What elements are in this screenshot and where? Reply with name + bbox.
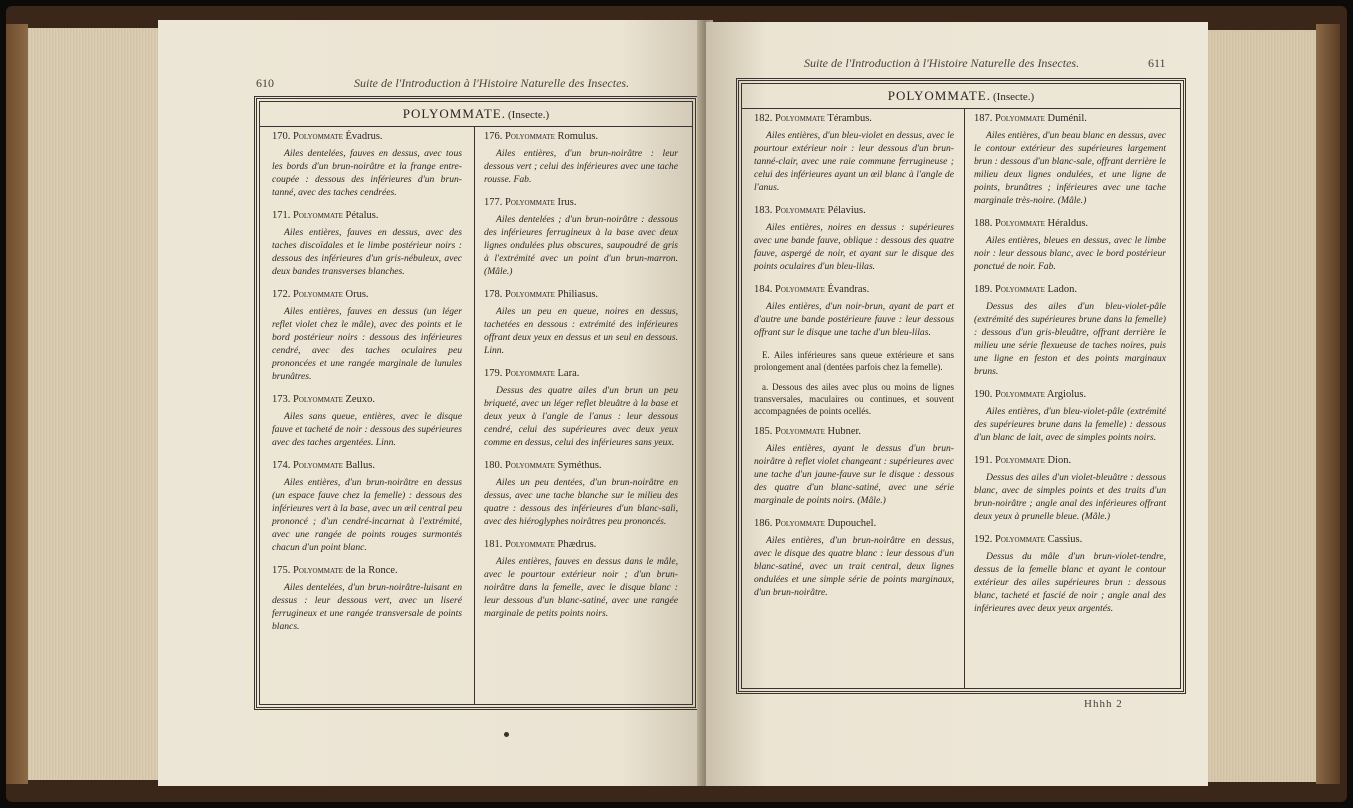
entry-181: 181. Polyommate Phædrus. Ailes entières, fauves en dessus dans le mâle, avec le pourtour extérieur noir ; d'un brun-noirâtre dans la femelle, avec le disque blanc : leur dessous d'un blanc-satiné, avec une rangée marginale de petits points noirs. xyxy=(484,539,678,619)
right-frame-title: POLYOMMATE. (Insecte.) xyxy=(887,88,1035,103)
page-block-right xyxy=(1208,30,1316,782)
right-column-2 xyxy=(974,112,1166,625)
entry-190: 190. Polyommate Argiolus. Ailes entières, d'un bleu-violet-pâle (extrémité des supérieures brune dans la femelle) : dessous d'un blanc de lait, avec de simples points noirs. xyxy=(974,389,1166,443)
left-column-2 xyxy=(484,130,678,630)
entry-172: 172. Polyommate Orus. Ailes entières, fauves en dessus (un léger reflet violet chez le mâle), avec des points et le bord postérieur noirs : dessous des inférieures cendré, avec des taches oculaires peu prononcées et une rangée marginale de lunules brunâtres. xyxy=(272,289,462,382)
right-frame xyxy=(736,78,1186,694)
entry-176: 176. Polyommate Romulus. Ailes entières, d'un brun-noirâtre : leur dessous vert ; celui des inférieures avec une tache rousse. Fab. xyxy=(484,131,678,185)
entry-188: 188. Polyommate Héraldus. Ailes entières, bleues en dessus, avec le limbe noir : leur dessous blanc, avec le bord postérieur ponctué de noir. Fab. xyxy=(974,218,1166,272)
right-page xyxy=(706,22,1208,786)
entry-178: 178. Polyommate Philiasus. Ailes un peu en queue, noires en dessus, tachetées en dessous : extrémité des inférieures offrant deux yeux en dessus et un seul en dessous. Linn. xyxy=(484,289,678,356)
entry-173: 173. Polyommate Zeuxo. Ailes sans queue, entières, avec le disque fauve et tacheté de noir : dessous des supérieures avec des taches argentées. Linn. xyxy=(272,394,462,448)
entry-177: 177. Polyommate Irus. Ailes dentelées ; d'un brun-noirâtre : dessous des inférieures ferrugineux à la base avec deux lignes ondulées plus obscures, saupoudré de gris à l'extrémité avec un point d'un brun-marron. (Mâle.) xyxy=(484,197,678,277)
ink-dot xyxy=(504,732,509,737)
entry-175: 175. Polyommate de la Ronce. Ailes dentelées, d'un brun-noirâtre-luisant en dessus : leur dessous vert, avec un liseré ferrugineux et une rangée transversale de points blancs. xyxy=(272,565,462,632)
entry-191: 191. Polyommate Dion. Dessus des ailes d'un violet-bleuâtre : dessous blanc, avec de simples points et des traits d'un brun-noirâtre ; angle anal des inférieures offrant deux yeux à prunelle bleue. (Mâle.) xyxy=(974,455,1166,522)
page-block-left xyxy=(28,28,158,780)
right-column-1 xyxy=(754,112,954,609)
entry-186: 186. Polyommate Dupouchel. Ailes entières, d'un brun-noirâtre en dessus, avec le disque des quatre blanc : leur dessous d'un blanc-satiné, avec un trait central, deux lignes ondulées et une simple série de points marginaux, d'un brun-noirâtre. xyxy=(754,518,954,598)
left-frame-title: POLYOMMATE. (Insecte.) xyxy=(402,106,550,121)
entry-171: 171. Polyommate Pétalus. Ailes entières, fauves en dessus, avec des taches discoïdales et le limbe postérieur noirs : dessous des inférieures d'un gris-nébuleux, avec deux bandes transverses blanches. xyxy=(272,210,462,277)
right-page-number: 611 xyxy=(1148,56,1166,70)
entry-187: 187. Polyommate Duménil. Ailes entières, d'un beau blanc en dessus, avec le contour extérieur des supérieures largement brun : dessous d'un blanc-sale, offrant derrière le milieu deux lignes ondulées, et une ligne de points, brunâtres ; inférieures avec une tache marginale très-noire. (Mâle.) xyxy=(974,113,1166,206)
left-frame xyxy=(254,96,698,710)
entry-192: 192. Polyommate Cassius. Dessus du mâle d'un brun-violet-tendre, dessus de la femelle blanc et ayant le contour extérieur des ailes supérieures brun : dessous blanc, tacheté et fascié de noir ; angle anal des inférieures avec deux yeux argentés. xyxy=(974,534,1166,614)
entry-189: 189. Polyommate Ladon. Dessus des ailes d'un bleu-violet-pâle (extrémité des supérieures brune dans la femelle) : dessous d'un gris-bleuâtre, offrant derrière le milieu une série flexueuse de taches noires, puis une ligne en feston et des points marginaux bruns. xyxy=(974,284,1166,377)
left-running-head: Suite de l'Introduction à l'Histoire Naturelle des Insectes. xyxy=(354,76,630,90)
entry-179: 179. Polyommate Lara. Dessus des quatre ailes d'un brun un peu briqueté, avec un léger reflet bleuâtre à la base et deux yeux à l'angle de l'anus : leur dessous cendré, celui des supérieures avec deux yeux comme en dessus, celui des inférieures sans yeux. xyxy=(484,368,678,448)
entry-170: 170. Polyommate Évadrus. Ailes dentelées, fauves en dessus, avec tous les bords d'un brun-noirâtre et la frange entre-coupée : dessous des inférieures d'un brun-tanné, avec des taches cendrées. xyxy=(272,131,462,198)
section-note-a: a. Dessous des ailes avec plus ou moins de lignes transversales, maculaires ou continues, et souvent accompagnées de points ocellés. xyxy=(754,382,954,416)
book-cover-edge-right xyxy=(1316,24,1340,784)
entry-182: 182. Polyommate Térambus. Ailes entières, d'un bleu-violet en dessus, avec le pourtour extérieur noir : leur dessous d'un brun-tanné-clair, avec une raie commune ferrugineuse ; celui des inférieures ayant un œil blanc à l'angle de l'anus. xyxy=(754,113,954,193)
left-page-number: 610 xyxy=(256,76,274,90)
section-note-e: E. Ailes inférieures sans queue extérieure et sans prolongement anal (dentées parfois chez la femelle). xyxy=(754,350,954,372)
entry-180: 180. Polyommate Syméthus. Ailes un peu dentées, d'un brun-noirâtre en dessus, avec une tache blanche sur le milieu des quatre : dessous des inférieures d'un blanc-sali, avec des hiéroglyphes noirâtres peu prononcés. xyxy=(484,460,678,527)
left-page xyxy=(158,20,703,786)
book-cover-edge-left xyxy=(6,24,28,784)
entry-185: 185. Polyommate Hubner. Ailes entières, ayant le dessus d'un brun-noirâtre à reflet violet changeant : supérieures avec une tache d'un jaune-fauve sur le disque : dessous des quatre d'un blanc-satiné, avec une série marginale de points noirs. (Mâle.) xyxy=(754,426,954,506)
left-column-1 xyxy=(272,130,462,643)
entry-174: 174. Polyommate Ballus. Ailes entières, d'un brun-noirâtre en dessus (un espace fauve chez la femelle) : dessous des inférieures vert à la base, avec un œil central peu prononcé ; d'un cendré-incarnat à l'extrémité, avec une rangée de points rouges surmontés chacun d'un point blanc. xyxy=(272,460,462,553)
signature-mark: Hhhh 2 xyxy=(1084,698,1123,710)
right-running-head: Suite de l'Introduction à l'Histoire Naturelle des Insectes. xyxy=(804,56,1080,70)
entry-183: 183. Polyommate Pélavius. Ailes entières, noires en dessus : supérieures avec une bande fauve, oblique : dessous des quatre fauve, aspergé de noir, et ayant sur le disque des points oculaires d'un bleu-lilas. xyxy=(754,205,954,272)
entry-184: 184. Polyommate Évandras. Ailes entières, d'un noir-brun, ayant de part et d'autre une bande postérieure fauve : leur dessous offrant sur le disque une tache d'un bleu-lilas. xyxy=(754,284,954,338)
